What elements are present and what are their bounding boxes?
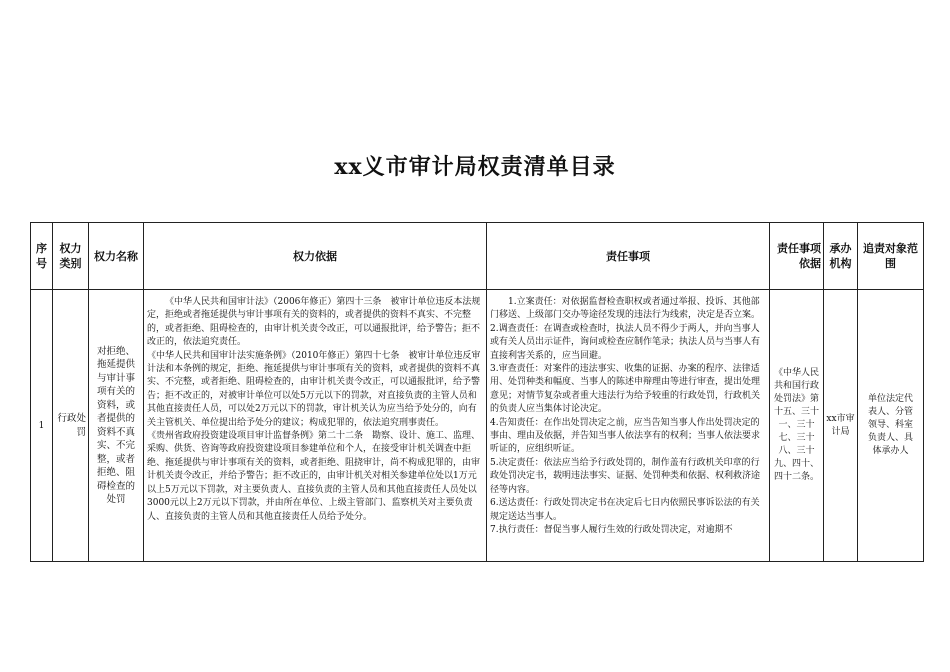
header-seq: 序号 bbox=[31, 223, 53, 290]
duty-item: 1.立案责任：对依据监督检查职权或者通过举报、投诉、其他部门移送、上级部门交办等途径发现的违法行为线索，决定是否立案。 bbox=[490, 297, 761, 321]
table-row bbox=[31, 290, 924, 562]
header-row bbox=[31, 223, 924, 290]
cell-agency: xx市审计局 bbox=[824, 290, 858, 562]
basis-paragraph: 《中华人民共和国审计法》（2006年修正）第四十三条 被审计单位违反本法规定，拒绝或者拖延提供与审计事项有关的资料的，或者提供的资料不真实、不完整的，或者拒绝、阻碍检查的，由审计机关责令改正，可以通报批评，给予警告；拒不改正的，依法追究责任。 bbox=[147, 297, 481, 348]
duty-item: 6.送达责任：行政处罚决定书在决定后七日内依照民事诉讼法的有关规定送达当事人。 bbox=[490, 498, 760, 522]
duty-item: 3.审查责任：对案件的违法事实、收集的证据、办案的程序、法律适用、处罚种类和幅度、当事人的陈述申辩理由等进行审查，提出处理意见；对情节复杂或者重大违法行为给予较重的行政处罚，行政机关的负责人应当集体讨论决定。 bbox=[490, 364, 761, 415]
cell-type: 行政处罚 bbox=[53, 290, 89, 562]
header-agency: 承办机构 bbox=[824, 223, 858, 290]
duty-item: 5.决定责任：依法应当给予行政处罚的，制作盖有行政机关印章的行政处罚决定书，载明违法事实、证据、处罚种类和依据、权利救济途径等内容。 bbox=[490, 457, 761, 495]
power-list-table bbox=[30, 222, 924, 562]
page-title: xx义市审计局权责清单目录 bbox=[334, 154, 616, 180]
header-type: 权力类别 bbox=[53, 223, 89, 290]
header-name: 权力名称 bbox=[89, 223, 144, 290]
cell-accountability: 单位法定代表人、分管领导、科室负责人、具体承办人 bbox=[858, 290, 924, 562]
duty-item: 4.告知责任：在作出处罚决定之前，应当告知当事人作出处罚决定的事由、理由及依据，并告知当事人依法享有的权利；当事人依法要求听证的，应组织听证。 bbox=[490, 417, 761, 455]
basis-paragraph: 《贵州省政府投资建设项目审计监督条例》第二十二条 勘察、设计、施工、监理、采购、供货、咨询等政府投资建设项目参建单位和个人，在接受审计机关调查中拒绝、拖延提供与审计事项有关的资料，或者拒绝、阻挠审计，尚不构成犯罪的，由审计机关责令改正，并给予警告；拒不改正的，由审计机关对相关参建单位处以1万元以上5万元以下罚款，对主要负责人、直接负责的主管人员和其他直接责任人员处以3000元以上2万元以下罚款，并由所在单位、上级主管部门、监察机关对主要负责人、直接负责的主管人员和其他直接责任人员给予处分。 bbox=[147, 431, 481, 522]
cell-basis bbox=[144, 290, 487, 562]
duty-item: 2.调查责任：在调查或检查时，执法人员不得少于两人，并向当事人或有关人员出示证件，询问或检查应制作笔录；执法人员与当事人有直接利害关系的，应当回避。 bbox=[490, 323, 761, 361]
basis-paragraph: 《中华人民共和国审计法实施条例》（2010年修正）第四十七条 被审计单位违反审计法和本条例的规定，拒绝、拖延提供与审计事项有关的资料，或者提供的资料不真实、不完整，或者拒绝、阻碍检查的，由审计机关责令改正，可以通报批评，给予警告；拒不改正的，对被审计单位可以处5万元以下的罚款，对直接负责的主管人员和其他直接责任人员，可以处2万元以下的罚款，审计机关认为应当给予处分的，向有关主管机关、单位提出给予处分的建议；构成犯罪的，依法追究刑事责任。 bbox=[147, 350, 481, 428]
cell-duty-basis: 《中华人民共和国行政处罚法》第十五、三十一、三十七、三十八、三十九、四十、四十二条。 bbox=[770, 290, 824, 562]
cell-name: 对拒绝、拖延提供与审计事项有关的资料，或者提供的资料不真实、不完整，或者拒绝、阻碍检查的处罚 bbox=[89, 290, 144, 562]
header-duties: 责任事项 bbox=[487, 223, 770, 290]
cell-seq: 1 bbox=[31, 290, 53, 562]
cell-duties bbox=[487, 290, 770, 562]
duty-item: 7.执行责任：督促当事人履行生效的行政处罚决定，对逾期不 bbox=[490, 524, 733, 535]
header-accountability: 追责对象范围 bbox=[858, 223, 924, 290]
header-duty-basis: 责任事项依据 bbox=[770, 223, 824, 290]
header-basis: 权力依据 bbox=[144, 223, 487, 290]
